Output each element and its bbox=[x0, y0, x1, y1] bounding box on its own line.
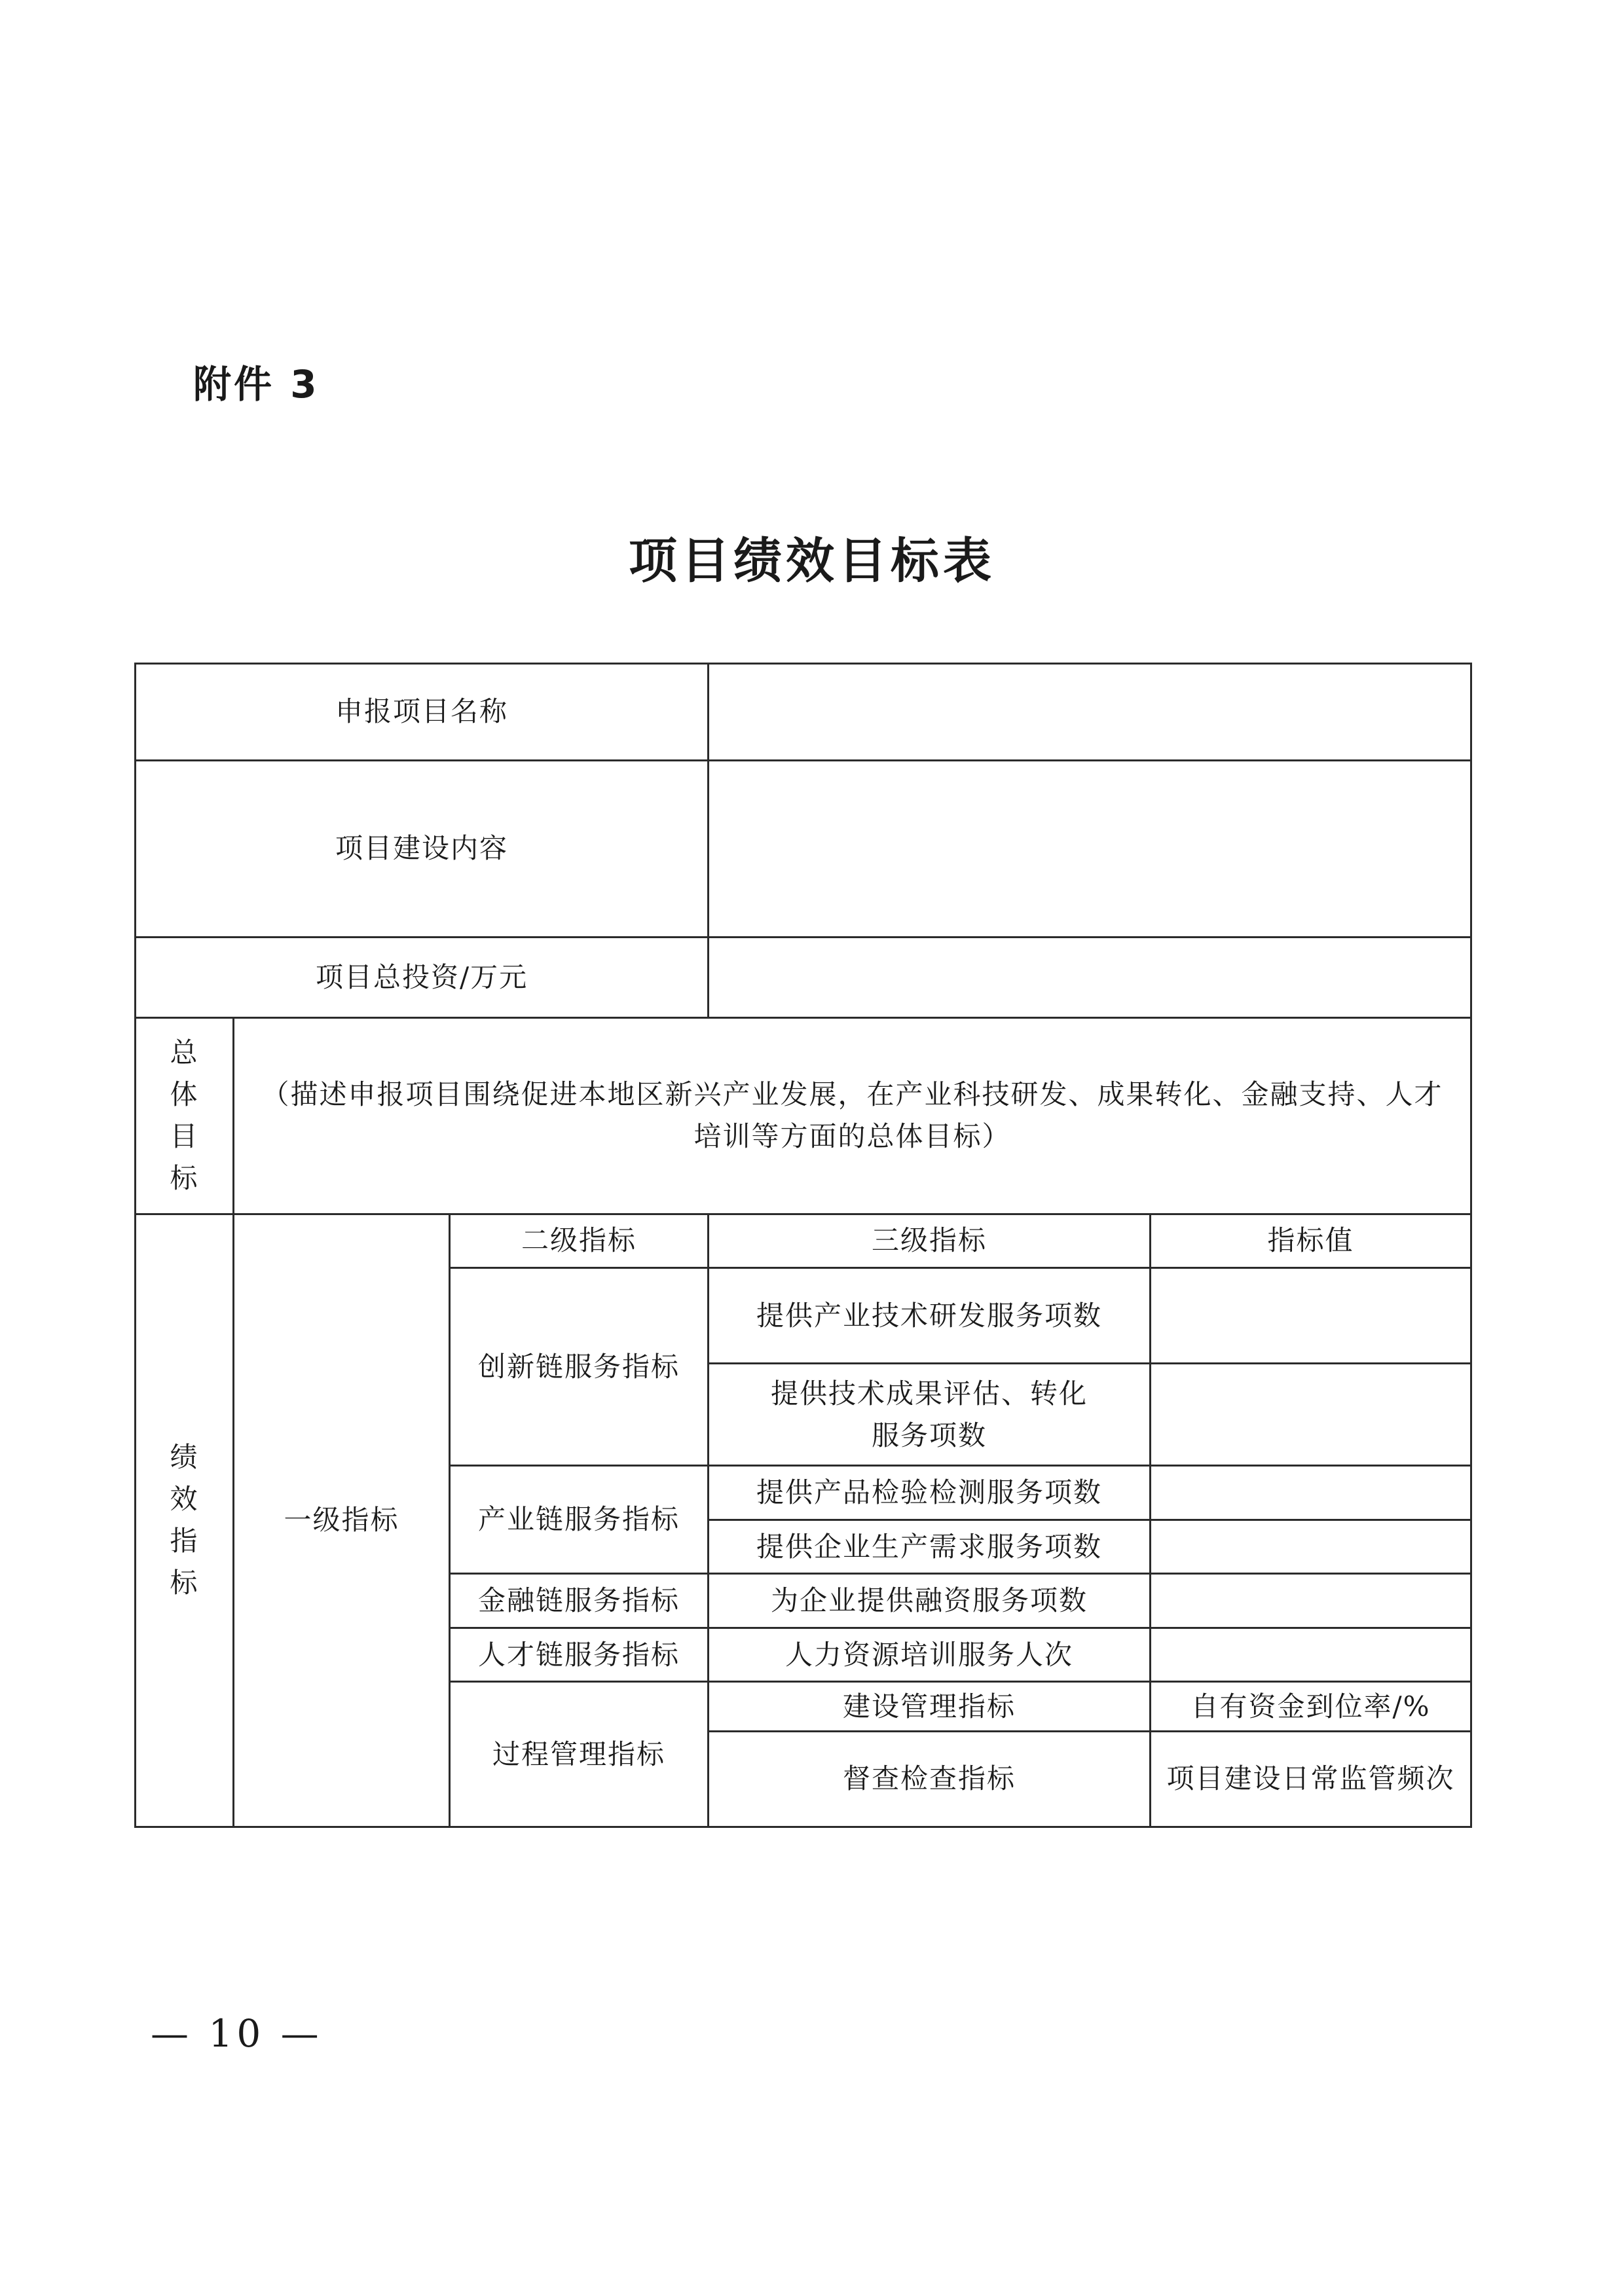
project-name-field[interactable] bbox=[709, 664, 1471, 761]
document-title: 项目绩效目标表 bbox=[629, 533, 995, 589]
indicator-value-field[interactable] bbox=[1151, 1628, 1471, 1682]
indicator-name: 提供产业技术研发服务项数 bbox=[709, 1268, 1151, 1364]
table-row bbox=[136, 664, 1471, 761]
total-investment-field[interactable] bbox=[709, 937, 1471, 1017]
level1-process-label: 过程管理指标 bbox=[450, 1682, 709, 1827]
indicator-name: 提供技术成果评估、转化 服务项数 bbox=[709, 1364, 1151, 1466]
group-finance: 金融链服务指标 bbox=[450, 1574, 709, 1628]
indicator-name: 自有资金到位率/% bbox=[1151, 1682, 1471, 1732]
construction-content-field[interactable] bbox=[709, 760, 1471, 937]
group-talent: 人才链服务指标 bbox=[450, 1628, 709, 1682]
attachment-label: 附件 3 bbox=[193, 362, 320, 407]
indicator-name: 项目建设日常监管频次 bbox=[1151, 1731, 1471, 1827]
column-header-level3: 三级指标 bbox=[709, 1214, 1151, 1268]
table-row bbox=[136, 1214, 1471, 1268]
indicator-value-field[interactable] bbox=[1151, 1520, 1471, 1574]
indicator-name: 人力资源培训服务人次 bbox=[709, 1628, 1151, 1682]
indicator-value-field[interactable] bbox=[1151, 1268, 1471, 1364]
column-header-level2: 二级指标 bbox=[450, 1214, 709, 1268]
group-inspection: 督查检查指标 bbox=[709, 1731, 1151, 1827]
indicator-name: 提供企业生产需求服务项数 bbox=[709, 1520, 1151, 1574]
page-number: — 10 — bbox=[151, 2011, 323, 2056]
project-name-label: 申报项目名称 bbox=[136, 664, 709, 761]
indicator-value-field[interactable] bbox=[1151, 1574, 1471, 1628]
table-row bbox=[136, 1017, 1471, 1214]
total-investment-label: 项目总投资/万元 bbox=[136, 937, 709, 1017]
group-industry: 产业链服务指标 bbox=[450, 1466, 709, 1574]
level1-primary-label: 一级指标 bbox=[234, 1214, 450, 1827]
group-construction: 建设管理指标 bbox=[709, 1682, 1151, 1732]
performance-indicators-label: 绩 效 指 标 bbox=[136, 1214, 234, 1827]
indicator-name: 为企业提供融资服务项数 bbox=[709, 1574, 1151, 1628]
overall-goal-text[interactable]: （描述申报项目围绕促进本地区新兴产业发展，在产业科技研发、成果转化、金融支持、人才培训等方面的总体目标） bbox=[234, 1017, 1471, 1214]
performance-goal-table bbox=[134, 663, 1472, 1828]
table-row bbox=[136, 937, 1471, 1017]
indicator-name: 提供产品检验检测服务项数 bbox=[709, 1466, 1151, 1520]
table-row bbox=[136, 760, 1471, 937]
indicator-value-field[interactable] bbox=[1151, 1466, 1471, 1520]
construction-content-label: 项目建设内容 bbox=[136, 760, 709, 937]
group-innovation: 创新链服务指标 bbox=[450, 1268, 709, 1466]
column-header-value: 指标值 bbox=[1151, 1214, 1471, 1268]
indicator-value-field[interactable] bbox=[1151, 1364, 1471, 1466]
overall-goal-label: 总 体 目 标 bbox=[136, 1017, 234, 1214]
